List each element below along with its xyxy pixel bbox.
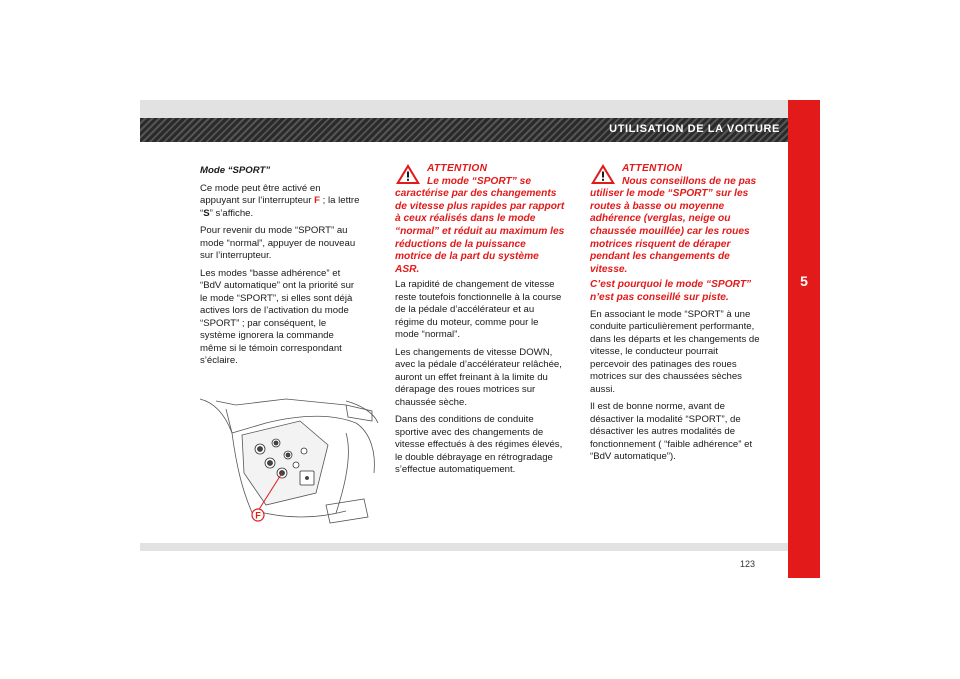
top-band — [140, 100, 788, 118]
section-title: UTILISATION DE LA VOITURE — [609, 123, 780, 135]
section-header-bar — [140, 118, 788, 142]
page-number: 123 — [740, 559, 756, 569]
column-attention-1 — [395, 163, 565, 482]
chapter-tab — [788, 100, 820, 578]
attention-title-1: ATTENTION — [427, 163, 488, 174]
attention-1-paragraph-2: Les changements de vitesse DOWN, avec la pédale d’accélérateur relâchée, auront un effet freinant à la limite du dérapage des roues motrices sur chaussée sèche. — [395, 346, 562, 408]
attention-text-1: Le mode “SPORT” se caractérise par des changements de vitesse plus rapides par rapport à ceux réalisés dans le mode “normal” et réduit au maximum les réductions de la puissance motrice de la part du système ASR. — [395, 175, 565, 275]
letter-s: S — [203, 207, 210, 219]
attention-warning-1 — [395, 163, 565, 276]
attention-1-paragraph-1: La rapidité de changement de vitesse reste toutefois fonctionnelle à la course de la pédale d’accélérateur et au régime du moteur, comme pour le mode “normal”. — [395, 279, 562, 341]
text-run: Ce mode peut être activé en appuyant sur l’interrupteur — [200, 182, 321, 206]
text-run: ” s’affiche. — [209, 207, 254, 219]
callout-label-f: F — [255, 510, 261, 521]
text-run: ; la lettre “ — [200, 195, 360, 219]
center-console-illustration — [196, 393, 380, 529]
attention-2-paragraph-1: En associant le mode “SPORT” à une conduite particulièrement performante, dans les départs et les changements de vitesse, le conducteur pourrait percevoir des patinages des roues motrices sur des chaussées sèches aussi. — [590, 308, 760, 395]
attention-text-2: Nous conseillons de ne pas utiliser le mode “SPORT” sur les routes à basse ou moyenne adhérence (verglas, neige ou chaussée mouillée) car les roues motrices risquent de déraper pendant les changements de vitesse. — [590, 175, 757, 275]
chapter-number: 5 — [800, 273, 808, 289]
attention-2-paragraph-2: Il est de bonne norme, avant de désactiver la modalité “SPORT”, de désactiver les autres modalités de fonctionnement ( “faible adhérence” et “BdV automatique”). — [590, 401, 753, 463]
attention-title-2: ATTENTION — [622, 163, 683, 174]
attention-question: C’est pourquoi le mode “SPORT” n’est pas conseillé sur piste. — [590, 279, 752, 303]
column-attention-2 — [590, 163, 760, 469]
switch-reference-f: F — [314, 195, 320, 206]
attention-warning-2 — [590, 163, 760, 276]
warning-triangle-icon — [590, 163, 616, 185]
sport-mode-heading: Mode “SPORT” — [200, 165, 271, 176]
warning-triangle-icon — [395, 163, 421, 185]
attention-1-paragraph-3: Dans des conditions de conduite sportive avec des changements de vitesse effectués à des régimes élevés, le double débrayage en rétrogradage s’effectue automatiquement. — [395, 414, 563, 476]
sport-mode-paragraph-2: Pour revenir du mode “SPORT” au mode “normal”, appuyer de nouveau sur l’interrupteur. — [200, 225, 356, 261]
sport-mode-paragraph-3: Les modes “basse adhérence” et “BdV automatique” ont la priorité sur le mode “SPORT”, si elles sont déjà actives lors de l’activation du mode “SPORT” ; par conséquent, le système ignorera la commande même si le témoin correspondant s’éclaire. — [200, 267, 355, 366]
sport-mode-paragraph-1 — [200, 183, 360, 221]
column-sport-mode — [200, 165, 360, 373]
bottom-band — [140, 543, 788, 551]
